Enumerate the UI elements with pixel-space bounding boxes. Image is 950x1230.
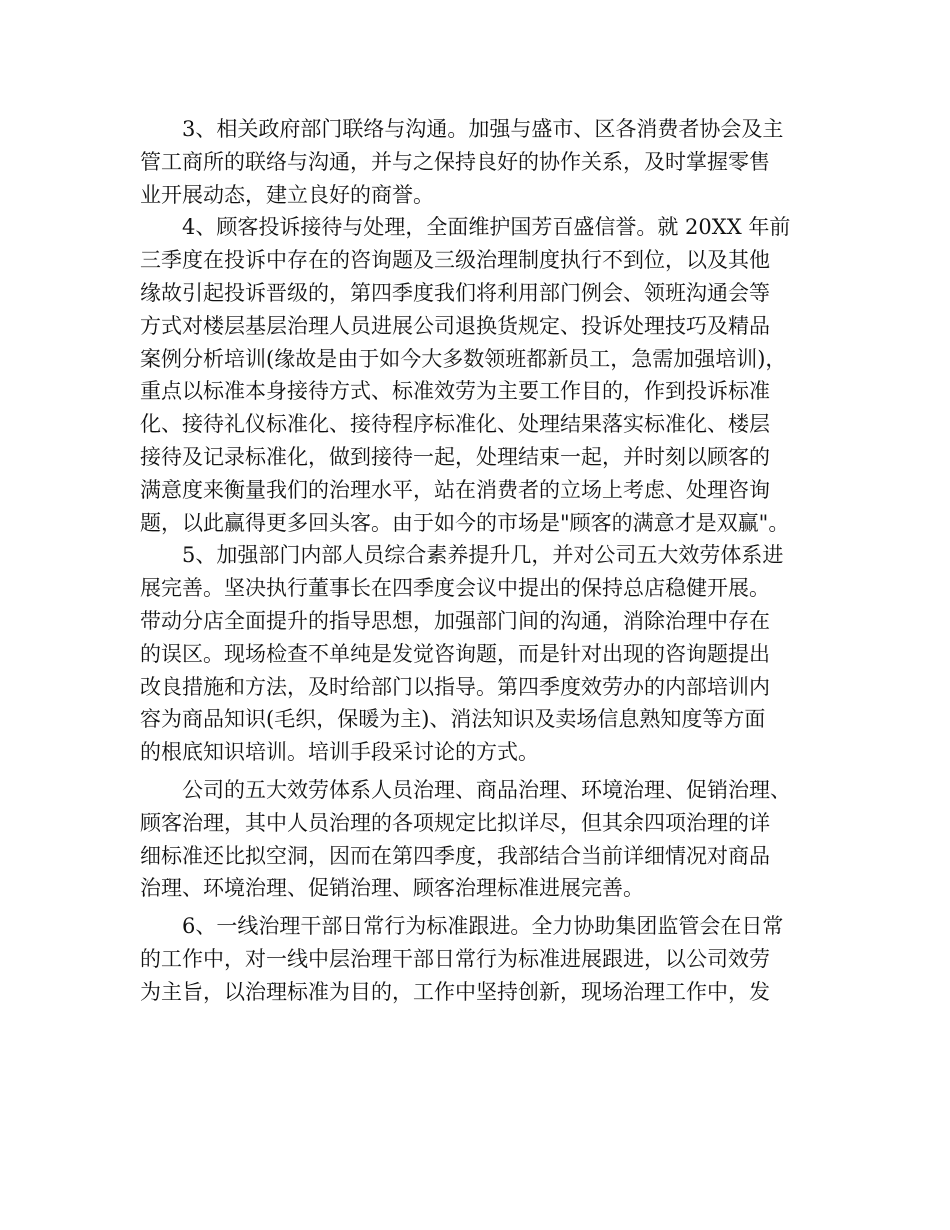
text-line: 的工作中，对一线中层治理干部日常行为标准进展跟进，以公司效劳 — [140, 946, 770, 971]
text-line: 缘故引起投诉晋级的，第四季度我们将利用部门例会、领班沟通会等 — [140, 280, 770, 305]
text-line: 的根底知识培训。培训手段采讨论的方式。 — [140, 740, 539, 765]
text-line: 6、一线治理干部日常行为标准跟进。全力协助集团监管会在日常 — [140, 914, 784, 939]
text-line: 重点以标准本身接待方式、标准效劳为主要工作目的，作到投诉标准 — [140, 379, 770, 404]
text-line: 管工商所的联络与沟通，并与之保持良好的协作关系，及时掌握零售 — [140, 149, 770, 174]
text-line: 顾客治理，其中人员治理的各项规定比拟详尽，但其余四项治理的详 — [140, 810, 770, 835]
document-body — [140, 113, 820, 1009]
text-line: 改良措施和方法，及时给部门以指导。第四季度效劳办的内部培训内 — [140, 674, 770, 699]
text-line: 业开展动态，建立良好的商誉。 — [140, 182, 434, 207]
text-line: 化、接待礼仪标准化、接待程序标准化、处理结果落实标准化、楼层 — [140, 412, 770, 437]
text-line: 为主旨，以治理标准为目的，工作中坚持创新，现场治理工作中，发 — [140, 979, 770, 1004]
text-line: 满意度来衡量我们的治理水平，站在消费者的立场上考虑、处理咨询 — [140, 477, 770, 502]
text-line: 容为商品知识(毛织，保暖为主)、消法知识及卖场信息熟知度等方面 — [140, 707, 766, 732]
text-line: 治理、环境治理、促销治理、顾客治理标准进展完善。 — [140, 876, 644, 901]
text-line: 接待及记录标准化，做到接待一起，处理结束一起，并时刻以顾客的 — [140, 444, 770, 469]
text-line: 题，以此赢得更多回头客。由于如今的市场是"顾客的满意才是双赢"。 — [140, 510, 790, 535]
text-line: 三季度在投诉中存在的咨询题及三级治理制度执行不到位，以及其他 — [140, 248, 770, 273]
text-line: 4、顾客投诉接待与处理，全面维护国芳百盛信誉。就 20XX 年前 — [140, 215, 791, 240]
text-line: 案例分析培训(缘故是由于如今大多数领班都新员工，急需加强培训)， — [140, 346, 787, 371]
text-line: 细标准还比拟空洞，因而在第四季度，我部结合当前详细情况对商品 — [140, 843, 770, 868]
text-line: 的误区。现场检查不单纯是发觉咨询题，而是针对出现的咨询题提出 — [140, 641, 770, 666]
text-line: 方式对楼层基层治理人员进展公司退换货规定、投诉处理技巧及精品 — [140, 313, 770, 338]
text-line: 5、加强部门内部人员综合素养提升几，并对公司五大效劳体系进 — [140, 543, 784, 568]
text-line: 3、相关政府部门联络与沟通。加强与盛市、区各消费者协会及主 — [140, 117, 784, 141]
text-line: 展完善。坚决执行董事长在四季度会议中提出的保持总店稳健开展。 — [140, 576, 770, 601]
text-line: 公司的五大效劳体系人员治理、商品治理、环境治理、促销治理、 — [140, 777, 791, 802]
text-line: 带动分店全面提升的指导思想，加强部门间的沟通，消除治理中存在 — [140, 608, 770, 633]
